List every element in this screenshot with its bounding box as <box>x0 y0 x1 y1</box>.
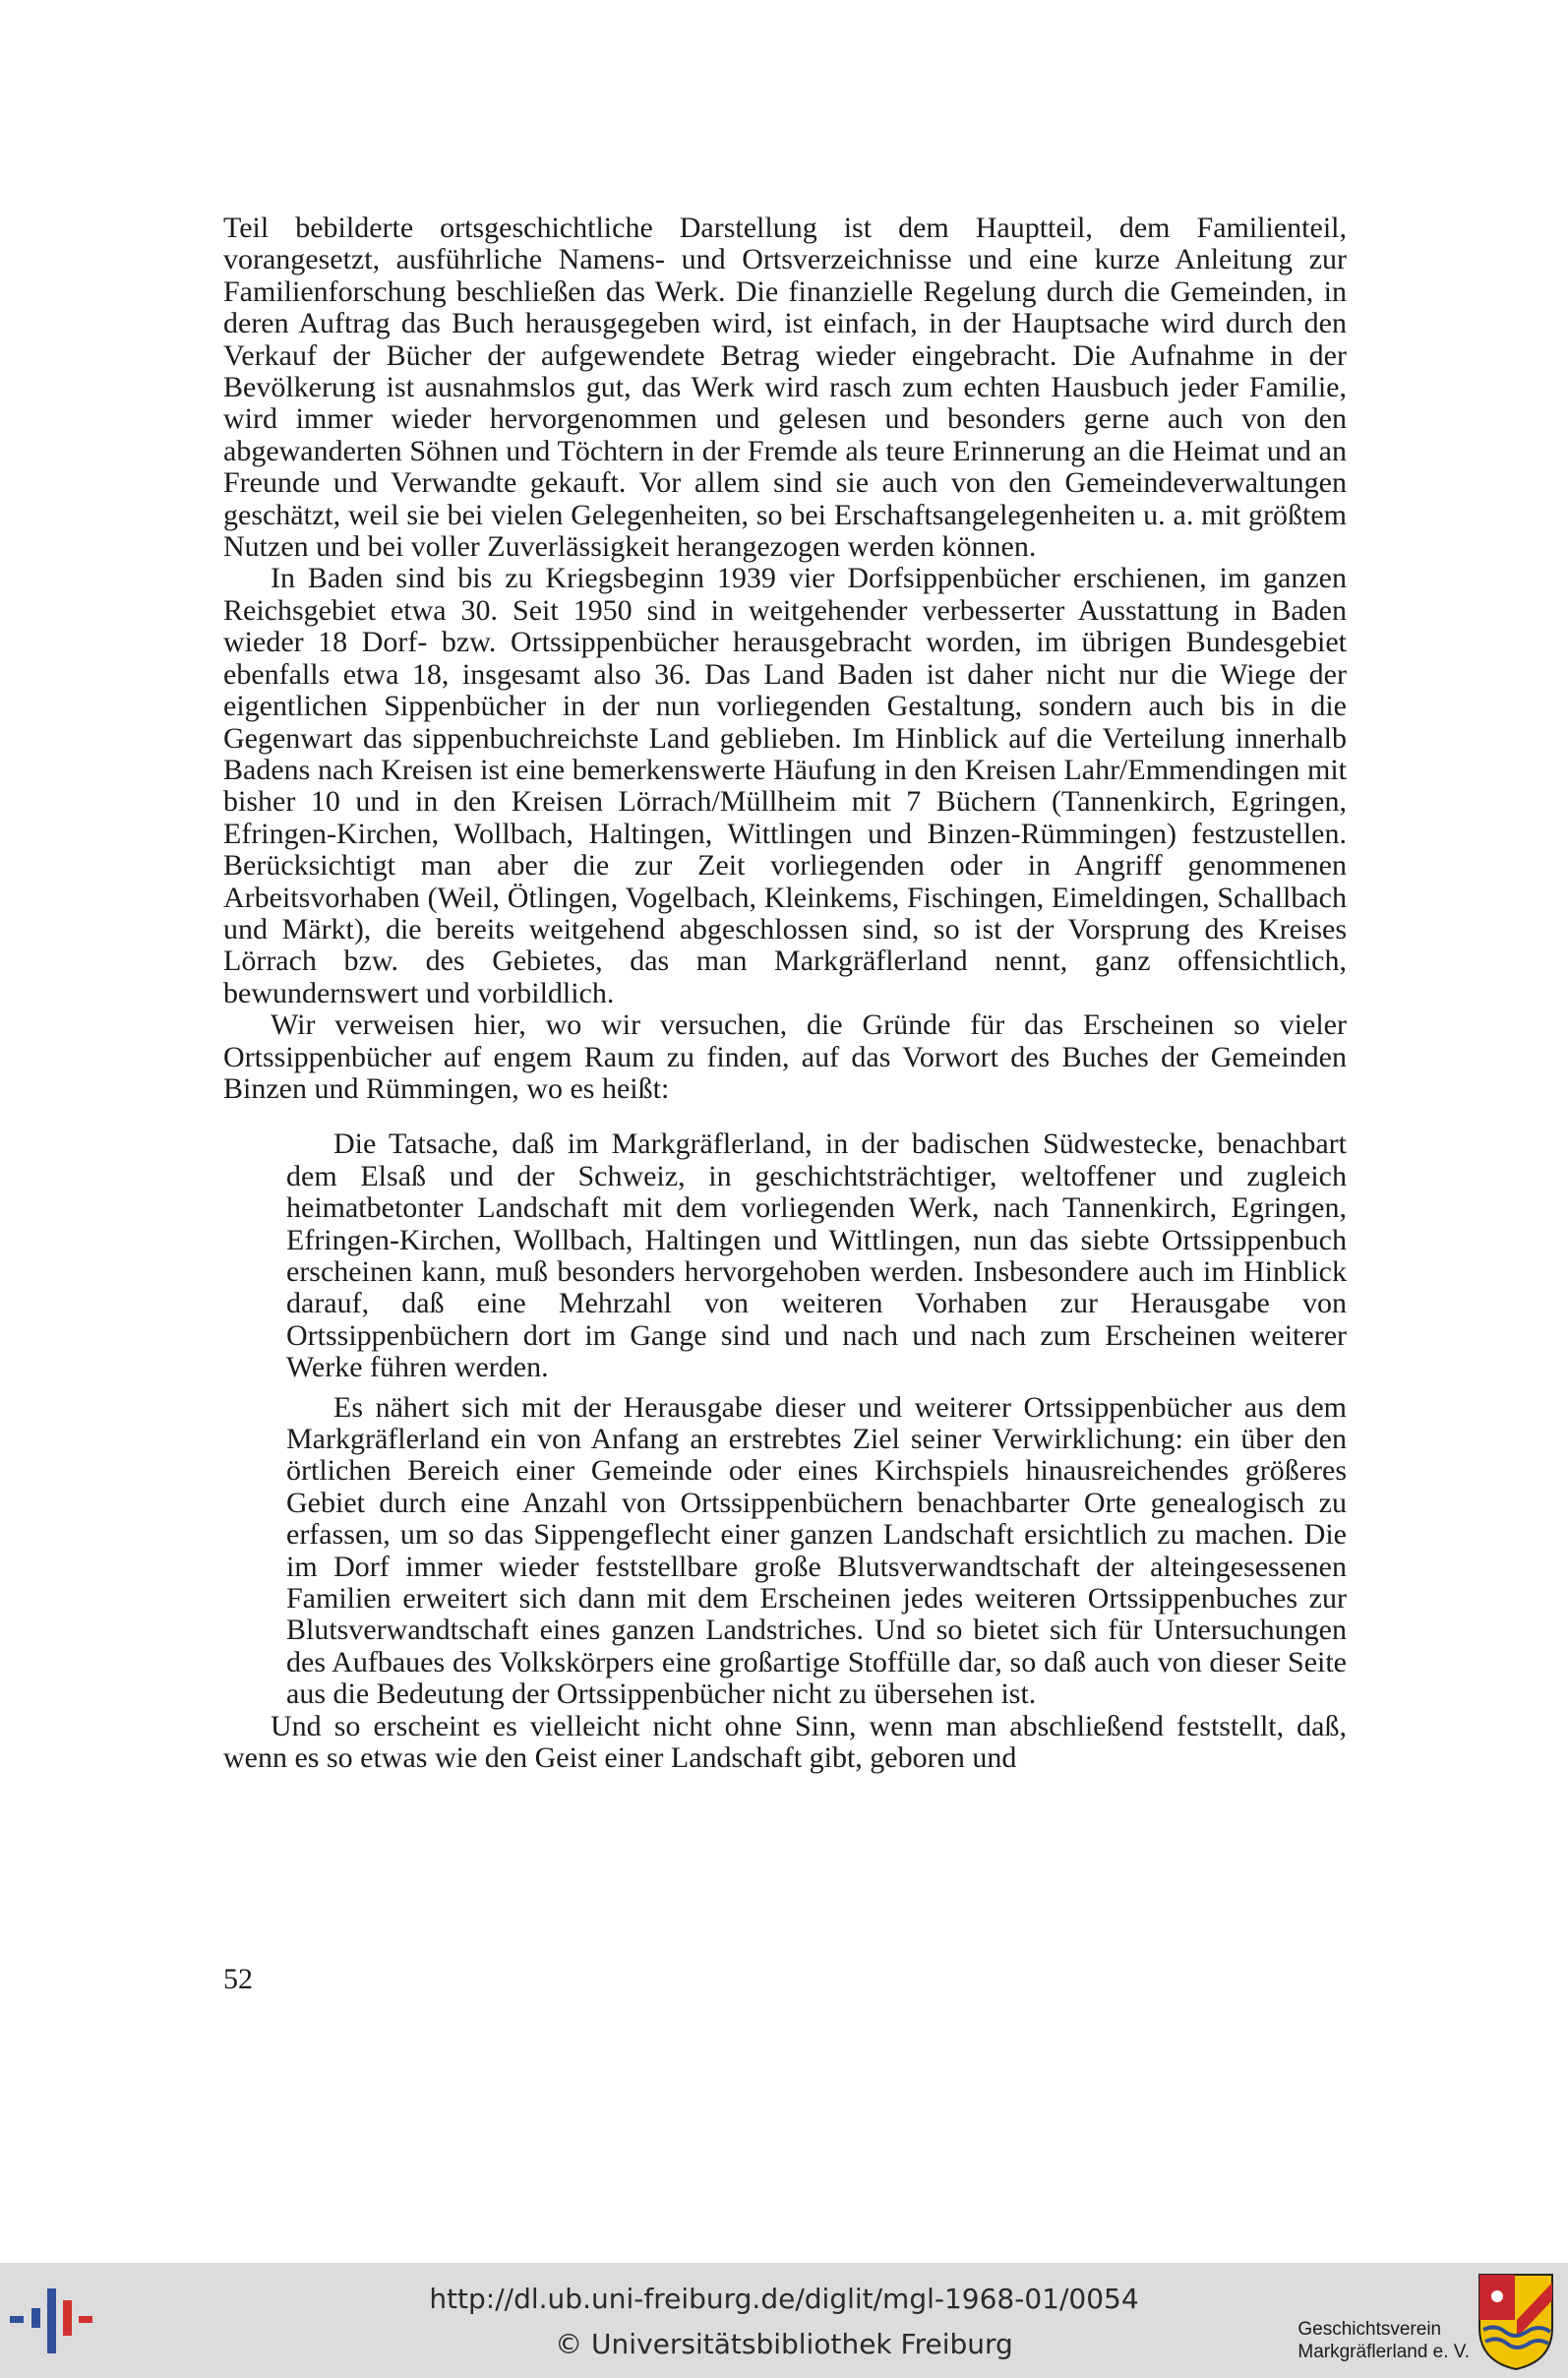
coat-of-arms-icon[interactable] <box>1476 2271 1556 2373</box>
page-number: 52 <box>223 1963 253 1995</box>
body-text <box>223 213 1347 1775</box>
paragraph: Und so erscheint es vielleicht nicht ohne Sinn, wenn man abschließend feststellt, daß, wenn es so etwas wie den Geist einer Landschaft gibt, geboren und <box>223 1709 1347 1775</box>
footer-bar <box>0 2263 1568 2378</box>
verein-name-line: Markgräflerland e. V. <box>1297 2342 1470 2362</box>
quote-paragraph: Die Tatsache, daß im Markgräflerland, in der badischen Südwestecke, benachbart dem Elsaß und der Schweiz, in geschichtsträchtiger, weltoffener und zugleich heimatbetonter Landschaft mit dem vorliegenden Werk, nach Tannenkirch, Egringen, Efringen-Kirchen, Wollbach, Haltingen und Wittlingen, nun das siebte Ortssippenbuch erscheinen kann, muß besonders hervorgehoben werden. Insbesondere auch im Hinblick darauf, daß eine Mehrzahl von weiteren Vorhaben zur Herausgabe von Ortssippenbüchern dort im Gange sind und nach und nach zum Erscheinen weiterer Werke führen werden. <box>286 1128 1347 1384</box>
quote-paragraph: Es nähert sich mit der Herausgabe dieser und weiterer Ortssippenbücher aus dem Markgräflerland ein von Anfang an erstrebtes Ziel seiner Verwirklichung: ein über den örtlichen Bereich einer Gemeinde oder eines Kirchspiels hinausreichendes größeres Gebiet durch eine Anzahl von Ortssippenbüchern benachbarter Orte genealogisch zu erfassen, um so das Sippengeflecht einer ganzen Landschaft ersichtlich zu machen. Die im Dorf immer wieder feststellbare große Blutsverwandtschaft der alteingesessenen Familien erweitert sich dann mit dem Erscheinen jedes weiteren Ortssippenbuches zur Blutsverwandtschaft eines ganzen Landstriches. Und so bietet sich für Untersuchungen des Aufbaues des Volkskörpers eine großartige Stoffülle dar, so daß auch von dieser Seite aus die Bedeutung der Ortssippenbücher nicht zu übersehen ist. <box>286 1390 1347 1711</box>
footer-copyright: © Universitätsbibliothek Freiburg <box>555 2328 1013 2360</box>
block-quote <box>286 1128 1347 1710</box>
verein-name-line: Geschichtsverein <box>1297 2319 1442 2340</box>
paragraph: Wir verweisen hier, wo wir versuchen, die Gründe für das Erscheinen so vieler Ortssippenbücher auf engem Raum zu finden, auf das Vorwort des Buches der Gemeinden Binzen und Rümmingen, wo es heißt: <box>223 1008 1347 1105</box>
paragraph: Teil bebilderte ortsgeschichtliche Darstellung ist dem Hauptteil, dem Familienteil, vorangesetzt, ausführliche Namens- und Ortsverzeichnisse und eine kurze Anleitung zur Familienforschung beschließen das Werk. Die finanzielle Regelung durch die Gemeinden, in deren Auftrag das Buch herausgegeben wird, ist einfach, in der Hauptsache wird durch den Verkauf der Bücher der aufgewendete Betrag wieder eingebracht. Die Aufnahme in der Bevölkerung ist ausnahmslos gut, das Werk wird rasch zum echten Hausbuch jeder Familie, wird immer wieder hervorgenommen und gelesen und besonders gerne auch von den abgewanderten Söhnen und Töchtern in der Fremde als teure Erinnerung an die Heimat und an Freunde und Verwandte gekauft. Vor allem sind sie auch von den Gemeindeverwaltungen geschätzt, weil sie bei vielen Gelegenheiten, so bei Erschaftsangelegenheiten u. a. mit größtem Nutzen und bei voller Zuverlässigkeit herangezogen werden können. <box>223 212 1347 564</box>
footer-url-link[interactable]: http://dl.ub.uni-freiburg.de/diglit/mgl-1968-01/0054 <box>429 2283 1139 2315</box>
paragraph: In Baden sind bis zu Kriegsbeginn 1939 vier Dorfsippenbücher erschienen, im ganzen Reichsgebiet etwa 30. Seit 1950 sind in weitgehender verbesserter Ausstattung in Baden wieder 18 Dorf- bzw. Ortssippenbücher herausgebracht worden, im übrigen Bundesgebiet ebenfalls etwa 18, insgesamt also 36. Das Land Baden ist daher nicht nur die Wiege der eigentlichen Sippenbücher in der nun vorliegenden Gestaltung, sondern auch bis in die Gegenwart das sippenbuchreichste Land geblieben. Im Hinblick auf die Verteilung innerhalb Badens nach Kreisen ist eine bemerkenswerte Häufung in den Kreisen Lahr/Emmendingen mit bisher 10 und in den Kreisen Lörrach/Müllheim mit 7 Büchern (Tannenkirch, Egringen, Efringen-Kirchen, Wollbach, Haltingen, Wittlingen und Binzen-Rümmingen) festzustellen. Berücksichtigt man aber die zur Zeit vorliegenden oder in Angriff genommenen Arbeitsvorhaben (Weil, Ötlingen, Vogelbach, Kleinkems, Fischingen, Eimeldingen, Schallbach und Märkt), die bereits weitgehend abgeschlossen sind, so ist der Vorsprung des Kreises Lörrach bzw. des Gebietes, das man Markgräflerland nennt, ganz offensichtlich, bewundernswert und vorbildlich. <box>223 562 1347 1009</box>
verein-label <box>1297 2318 1470 2363</box>
